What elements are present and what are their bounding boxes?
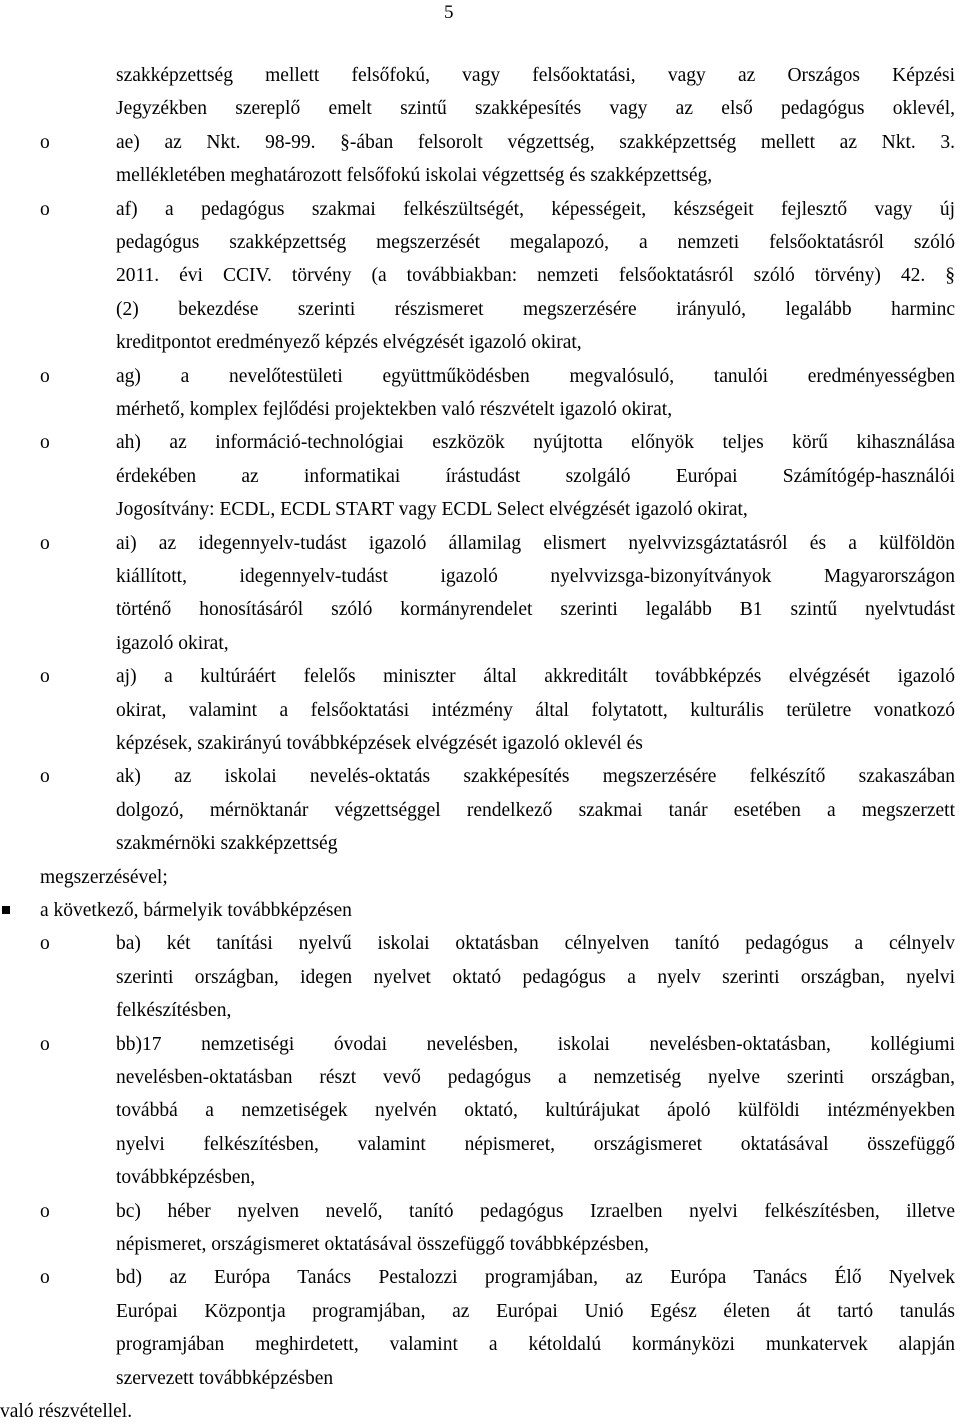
text-line: felkészítésben, xyxy=(116,1000,232,1021)
text-line: nevelésben-oktatásban részt vevő pedagógus a nemzetiség nyelve szerinti országban, xyxy=(116,1067,955,1088)
text-line: történő honosításáról szóló kormányrendelet szerinti legalább B1 szintű nyelvtudást xyxy=(116,599,955,620)
page-number: 5 xyxy=(444,2,454,23)
text-line: igazoló okirat, xyxy=(116,633,229,654)
text-line: való részvétellel. xyxy=(0,1401,133,1422)
text-line: mérhető, komplex fejlődési projektekben való részvételt igazoló okirat, xyxy=(116,399,673,420)
text-line: kiállított, idegennyelv-tudást igazoló nyelvvizsga-bizonyítványok Magyarországon xyxy=(116,566,955,587)
text-line: ai) az idegennyelv-tudást igazoló államilag elismert nyelvvizsgáztatásról és a külföldön xyxy=(116,533,955,554)
text-line: Jogosítvány: ECDL, ECDL START vagy ECDL Select elvégzését igazoló okirat, xyxy=(116,499,748,520)
text-line: szerinti országban, idegen nyelvet oktató pedagógus a nyelv szerinti országban, nyelvi xyxy=(116,967,955,988)
text-line: továbbképzésben, xyxy=(116,1167,256,1188)
text-line: ba) két tanítási nyelvű iskolai oktatásban célnyelven tanító pedagógus a célnyelv xyxy=(116,933,955,954)
text-line: mellékletében meghatározott felsőfokú iskolai végzettség és szakképzettség, xyxy=(116,165,713,186)
text-line: dolgozó, mérnöktanár végzettséggel rendelkező szakmai tanár esetében a megszerzett xyxy=(116,800,955,821)
text-line: aj) a kultúráért felelős miniszter által akkreditált továbbképzés elvégzését igazoló xyxy=(116,666,955,687)
text-line: megszerzésével; xyxy=(40,867,168,888)
list-bullet-o: o xyxy=(40,132,50,153)
text-line: programjában meghirdetett, valamint a kétoldalú kormányközi munkatervek alapján xyxy=(116,1334,955,1355)
text-line: továbbá a nemzetiségek nyelvén oktató, kultúrájukat ápoló külföldi intézményekben xyxy=(116,1100,955,1121)
list-bullet-o: o xyxy=(40,1267,50,1288)
text-line: Jegyzékben szereplő emelt szintű szakképesítés vagy az első pedagógus oklevél, xyxy=(116,98,955,119)
list-bullet-o: o xyxy=(40,1201,50,1222)
text-line: szervezett továbbképzésben xyxy=(116,1368,334,1389)
text-line: ag) a nevelőtestületi együttműködésben megvalósuló, tanulói eredményességben xyxy=(116,366,955,387)
text-line: bc) héber nyelven nevelő, tanító pedagógus Izraelben nyelvi felkészítésben, illetve xyxy=(116,1201,955,1222)
text-line: kreditpontot eredményező képzés elvégzését igazoló okirat, xyxy=(116,332,582,353)
text-line: ah) az információ-technológiai eszközök nyújtotta előnyök teljes körű kihasználása xyxy=(116,432,955,453)
text-line: ak) az iskolai nevelés-oktatás szakképesítés megszerzésére felkészítő szakaszában xyxy=(116,766,955,787)
text-line: a következő, bármelyik továbbképzésen xyxy=(40,900,352,921)
text-line: szakképzettség mellett felsőfokú, vagy felsőoktatási, vagy az Országos Képzési xyxy=(116,65,955,86)
text-line: érdekében az informatikai írástudást szolgáló Európai Számítógép-használói xyxy=(116,466,955,487)
list-bullet-o: o xyxy=(40,666,50,687)
list-bullet-o: o xyxy=(40,199,50,220)
list-bullet-o: o xyxy=(40,1034,50,1055)
text-line: népismeret, országismeret oktatásával összefüggő továbbképzésben, xyxy=(116,1234,649,1255)
text-line: pedagógus szakképzettség megszerzését megalapozó, a nemzeti felsőoktatásról szóló xyxy=(116,232,955,253)
text-line: af) a pedagógus szakmai felkészültségét, képességeit, készségeit fejlesztő vagy új xyxy=(116,199,955,220)
list-bullet-o: o xyxy=(40,366,50,387)
text-line: Európai Központja programjában, az Európai Unió Egész életen át tartó tanulás xyxy=(116,1301,955,1322)
text-line: nyelvi felkészítésben, valamint népismeret, országismeret oktatásával összefüggő xyxy=(116,1134,955,1155)
list-bullet-o: o xyxy=(40,933,50,954)
list-bullet-o: o xyxy=(40,766,50,787)
text-line: ae) az Nkt. 98-99. §-ában felsorolt végzettség, szakképzettség mellett az Nkt. 3. xyxy=(116,132,955,153)
text-line: 2011. évi CCIV. törvény (a továbbiakban: nemzeti felsőoktatásról szóló törvény) 42. § xyxy=(116,265,955,286)
text-line: szakmérnöki szakképzettség xyxy=(116,833,338,854)
text-line: bb)17 nemzetiségi óvodai nevelésben, iskolai nevelésben-oktatásban, kollégiumi xyxy=(116,1034,955,1055)
list-bullet-o: o xyxy=(40,432,50,453)
list-bullet-o: o xyxy=(40,533,50,554)
text-line: bd) az Európa Tanács Pestalozzi programjában, az Európa Tanács Élő Nyelvek xyxy=(116,1267,955,1288)
square-bullet-icon xyxy=(2,906,10,914)
text-line: okirat, valamint a felsőoktatási intézmény által folytatott, kulturális területre vonatkozó xyxy=(116,700,955,721)
text-line: (2) bekezdése szerinti részismeret megszerzésére irányuló, legalább harminc xyxy=(116,299,955,320)
text-line: képzések, szakirányú továbbképzések elvégzését igazoló oklevél és xyxy=(116,733,643,754)
